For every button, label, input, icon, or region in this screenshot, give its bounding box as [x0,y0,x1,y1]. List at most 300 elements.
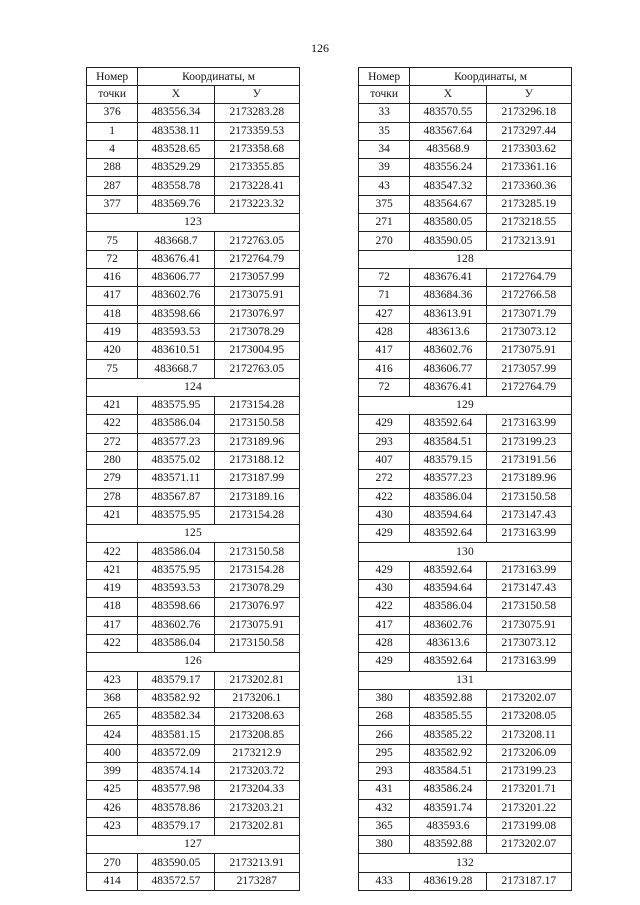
point-number-cell: 272 [87,433,138,451]
x-cell: 483594.64 [410,506,486,524]
x-cell: 483586.04 [138,415,214,433]
table-row [359,214,572,232]
header-coordinates: Координаты, м [410,68,572,86]
point-number-cell: 430 [359,580,410,598]
x-cell: 483586.04 [138,634,214,652]
table-row [87,159,300,177]
table-row [359,470,572,488]
point-number-cell: 75 [87,360,138,378]
table-row [87,415,300,433]
y-cell: 2172763.05 [214,360,299,378]
x-cell: 483575.95 [138,506,214,524]
point-number-cell: 265 [87,708,138,726]
point-number-cell: 426 [87,799,138,817]
y-cell: 2173359.53 [214,122,299,140]
y-cell: 2172763.05 [214,232,299,250]
y-cell: 2173206.1 [214,689,299,707]
y-cell: 2173199.08 [486,817,571,835]
table-row [359,378,572,396]
header-point-number [87,68,138,86]
point-number-cell: 4 [87,140,138,158]
y-cell: 2173189.16 [214,488,299,506]
table-body-left [87,68,300,891]
point-number-cell: 416 [87,268,138,286]
y-cell: 2173208.11 [486,726,571,744]
y-cell: 2173213.91 [486,232,571,250]
y-cell: 2173212.9 [214,744,299,762]
y-cell: 2173150.58 [486,598,571,616]
point-number-cell: 71 [359,287,410,305]
y-cell: 2173189.96 [214,433,299,451]
group-row [87,214,300,232]
x-cell: 483586.04 [410,488,486,506]
point-number-cell: 422 [87,543,138,561]
x-cell: 483567.87 [138,488,214,506]
y-cell: 2173073.12 [486,323,571,341]
y-cell: 2172764.79 [486,268,571,286]
y-cell: 2173199.23 [486,433,571,451]
group-row [87,653,300,671]
header-point-line1: Номер [96,70,129,83]
table-row [87,781,300,799]
point-number-cell: 428 [359,323,410,341]
point-number-cell: 266 [359,726,410,744]
table-row [87,104,300,122]
header-coordinates: Координаты, м [138,68,300,86]
y-cell: 2173078.29 [214,580,299,598]
y-cell: 2173202.81 [214,671,299,689]
group-label: 124 [87,378,300,396]
point-number-cell: 34 [359,140,410,158]
point-number-cell: 270 [359,232,410,250]
x-cell: 483570.55 [410,104,486,122]
x-cell: 483529.29 [138,159,214,177]
point-number-cell: 422 [87,415,138,433]
table-row [87,232,300,250]
y-cell: 2173187.99 [214,470,299,488]
table-row [87,287,300,305]
x-cell: 483528.65 [138,140,214,158]
table-row [87,543,300,561]
x-cell: 483602.76 [410,342,486,360]
x-cell: 483676.41 [410,378,486,396]
x-cell: 483579.15 [410,451,486,469]
point-number-cell: 278 [87,488,138,506]
x-cell: 483592.64 [410,561,486,579]
table-row [87,726,300,744]
table-row [87,506,300,524]
point-number-cell: 417 [87,616,138,634]
y-cell: 2173201.22 [486,799,571,817]
x-cell: 483598.66 [138,598,214,616]
y-cell: 2173303.62 [486,140,571,158]
table-row [359,360,572,378]
group-label: 130 [359,543,572,561]
point-number-cell: 272 [359,470,410,488]
group-label: 125 [87,525,300,543]
x-cell: 483569.76 [138,195,214,213]
table-row [87,598,300,616]
group-row [359,854,572,872]
point-number-cell: 399 [87,762,138,780]
header-row [359,68,572,86]
group-label: 132 [359,854,572,872]
y-cell: 2173361.16 [486,159,571,177]
x-cell: 483578.86 [138,799,214,817]
x-cell: 483606.77 [138,268,214,286]
x-cell: 483590.05 [138,854,214,872]
point-number-cell: 414 [87,872,138,890]
table-row [359,872,572,890]
y-cell: 2172764.79 [214,250,299,268]
x-cell: 483586.24 [410,781,486,799]
point-number-cell: 39 [359,159,410,177]
table-row [87,451,300,469]
y-cell: 2173202.07 [486,689,571,707]
point-number-cell: 43 [359,177,410,195]
group-label: 126 [87,653,300,671]
table-row [359,140,572,158]
x-cell: 483593.53 [138,580,214,598]
header-row-2 [359,86,572,104]
y-cell: 2173075.91 [486,616,571,634]
point-number-cell: 288 [87,159,138,177]
table-row [359,799,572,817]
y-cell: 2173078.29 [214,323,299,341]
y-cell: 2173147.43 [486,580,571,598]
x-cell: 483593.6 [410,817,486,835]
point-number-cell: 420 [87,342,138,360]
table-row [87,708,300,726]
table-row [87,872,300,890]
table-row [359,653,572,671]
table-row [87,689,300,707]
point-number-cell: 423 [87,817,138,835]
table-row [359,433,572,451]
point-number-cell: 421 [87,397,138,415]
point-number-cell: 271 [359,214,410,232]
point-number-cell: 270 [87,854,138,872]
point-number-cell: 287 [87,177,138,195]
table-row [87,762,300,780]
x-cell: 483582.92 [138,689,214,707]
x-cell: 483567.64 [410,122,486,140]
point-number-cell: 72 [87,250,138,268]
x-cell: 483590.05 [410,232,486,250]
y-cell: 2173208.85 [214,726,299,744]
x-cell: 483568.9 [410,140,486,158]
point-number-cell: 424 [87,726,138,744]
y-cell: 2173154.28 [214,561,299,579]
x-cell: 483619.28 [410,872,486,890]
y-cell: 2173223.32 [214,195,299,213]
table-row [359,122,572,140]
point-number-cell: 433 [359,872,410,890]
table-row [359,634,572,652]
table-row [87,634,300,652]
y-cell: 2173208.05 [486,708,571,726]
y-cell: 2173150.58 [486,488,571,506]
point-number-cell: 432 [359,799,410,817]
y-cell: 2173057.99 [486,360,571,378]
header-y: У [214,86,299,104]
y-cell: 2173163.99 [486,525,571,543]
y-cell: 2173154.28 [214,506,299,524]
point-number-cell: 422 [359,598,410,616]
table-row [359,744,572,762]
x-cell: 483571.11 [138,470,214,488]
header-x: X [410,86,486,104]
point-number-cell: 72 [359,378,410,396]
y-cell: 2173297.44 [486,122,571,140]
x-cell: 483668.7 [138,232,214,250]
point-number-cell: 72 [359,268,410,286]
y-cell: 2173202.07 [486,836,571,854]
y-cell: 2173208.63 [214,708,299,726]
x-cell: 483592.88 [410,836,486,854]
point-number-cell: 423 [87,671,138,689]
coordinates-table-left [86,67,300,891]
x-cell: 483574.14 [138,762,214,780]
point-number-cell: 429 [359,561,410,579]
y-cell: 2173287 [214,872,299,890]
y-cell: 2173150.58 [214,415,299,433]
x-cell: 483586.04 [410,598,486,616]
x-cell: 483606.77 [410,360,486,378]
table-row [87,671,300,689]
x-cell: 483593.53 [138,323,214,341]
table-row [359,159,572,177]
point-number-cell: 419 [87,323,138,341]
point-number-cell: 380 [359,689,410,707]
group-label: 131 [359,671,572,689]
x-cell: 483581.15 [138,726,214,744]
table-row [359,342,572,360]
y-cell: 2173203.21 [214,799,299,817]
group-label: 129 [359,397,572,415]
point-number-cell: 422 [87,634,138,652]
point-number-cell: 368 [87,689,138,707]
point-number-cell: 425 [87,781,138,799]
table-row [359,836,572,854]
header-point-number [359,68,410,86]
table-row [87,360,300,378]
point-number-cell: 400 [87,744,138,762]
group-label: 128 [359,250,572,268]
x-cell: 483556.24 [410,159,486,177]
y-cell: 2173150.58 [214,543,299,561]
table-row [359,506,572,524]
point-number-cell: 407 [359,451,410,469]
table-row [359,305,572,323]
table-row [87,744,300,762]
table-row [87,305,300,323]
table-row [359,689,572,707]
x-cell: 483564.67 [410,195,486,213]
x-cell: 483602.76 [138,287,214,305]
y-cell: 2173187.17 [486,872,571,890]
x-cell: 483676.41 [138,250,214,268]
table-row [359,598,572,616]
table-row [87,561,300,579]
table-row [359,817,572,835]
table-row [359,323,572,341]
table-row [87,433,300,451]
group-row [359,671,572,689]
x-cell: 483610.51 [138,342,214,360]
point-number-cell: 279 [87,470,138,488]
group-label: 127 [87,836,300,854]
y-cell: 2173296.18 [486,104,571,122]
x-cell: 483572.57 [138,872,214,890]
header-row [87,68,300,86]
y-cell: 2173150.58 [214,634,299,652]
point-number-cell: 280 [87,451,138,469]
y-cell: 2173360.36 [486,177,571,195]
point-number-cell: 428 [359,634,410,652]
header-x: X [138,86,214,104]
x-cell: 483585.55 [410,708,486,726]
x-cell: 483668.7 [138,360,214,378]
point-number-cell: 427 [359,305,410,323]
header-point-line2: точки [359,86,410,104]
point-number-cell: 418 [87,598,138,616]
x-cell: 483538.11 [138,122,214,140]
point-number-cell: 293 [359,433,410,451]
table-row [359,525,572,543]
table-row [87,470,300,488]
group-row [87,836,300,854]
table-row [87,195,300,213]
x-cell: 483592.64 [410,415,486,433]
x-cell: 483556.34 [138,104,214,122]
table-row [359,104,572,122]
header-y: У [486,86,571,104]
table-row [87,250,300,268]
y-cell: 2172764.79 [486,378,571,396]
y-cell: 2173075.91 [214,616,299,634]
y-cell: 2173204.33 [214,781,299,799]
x-cell: 483579.17 [138,817,214,835]
y-cell: 2173071.79 [486,305,571,323]
y-cell: 2173202.81 [214,817,299,835]
point-number-cell: 35 [359,122,410,140]
x-cell: 483547.32 [410,177,486,195]
point-number-cell: 418 [87,305,138,323]
table-row [87,268,300,286]
y-cell: 2173358.68 [214,140,299,158]
y-cell: 2172766.58 [486,287,571,305]
x-cell: 483592.64 [410,525,486,543]
table-row [359,287,572,305]
y-cell: 2173355.85 [214,159,299,177]
x-cell: 483584.51 [410,433,486,451]
point-number-cell: 417 [359,616,410,634]
x-cell: 483585.22 [410,726,486,744]
y-cell: 2173004.95 [214,342,299,360]
x-cell: 483586.04 [138,543,214,561]
x-cell: 483594.64 [410,580,486,598]
y-cell: 2173285.19 [486,195,571,213]
table-row [87,342,300,360]
point-number-cell: 429 [359,653,410,671]
x-cell: 483580.05 [410,214,486,232]
y-cell: 2173147.43 [486,506,571,524]
x-cell: 483613.91 [410,305,486,323]
table-row [359,488,572,506]
y-cell: 2173163.99 [486,561,571,579]
table-row [87,323,300,341]
x-cell: 483592.88 [410,689,486,707]
x-cell: 483558.78 [138,177,214,195]
point-number-cell: 375 [359,195,410,213]
x-cell: 483602.76 [138,616,214,634]
table-row [87,140,300,158]
table-row [87,177,300,195]
y-cell: 2173076.97 [214,305,299,323]
point-number-cell: 419 [87,580,138,598]
table-row [87,817,300,835]
point-number-cell: 429 [359,525,410,543]
x-cell: 483582.34 [138,708,214,726]
table-row [359,726,572,744]
table-row [359,177,572,195]
table-row [359,195,572,213]
x-cell: 483577.98 [138,781,214,799]
point-number-cell: 75 [87,232,138,250]
x-cell: 483575.95 [138,561,214,579]
point-number-cell: 431 [359,781,410,799]
y-cell: 2173073.12 [486,634,571,652]
x-cell: 483676.41 [410,268,486,286]
y-cell: 2173218.55 [486,214,571,232]
y-cell: 2173163.99 [486,415,571,433]
y-cell: 2173203.72 [214,762,299,780]
point-number-cell: 430 [359,506,410,524]
x-cell: 483577.23 [410,470,486,488]
point-number-cell: 421 [87,561,138,579]
table-row [87,854,300,872]
point-number-cell: 377 [87,195,138,213]
table-row [359,232,572,250]
point-number-cell: 421 [87,506,138,524]
group-row [359,543,572,561]
point-number-cell: 293 [359,762,410,780]
y-cell: 2173163.99 [486,653,571,671]
table-row [359,580,572,598]
x-cell: 483613.6 [410,634,486,652]
table-row [87,122,300,140]
group-row [87,378,300,396]
point-number-cell: 1 [87,122,138,140]
table-row [87,397,300,415]
x-cell: 483579.17 [138,671,214,689]
y-cell: 2173199.23 [486,762,571,780]
x-cell: 483602.76 [410,616,486,634]
point-number-cell: 422 [359,488,410,506]
table-row [87,580,300,598]
table-row [359,708,572,726]
header-point-line2: точки [87,86,138,104]
point-number-cell: 33 [359,104,410,122]
y-cell: 2173057.99 [214,268,299,286]
point-number-cell: 268 [359,708,410,726]
y-cell: 2173076.97 [214,598,299,616]
y-cell: 2173154.28 [214,397,299,415]
x-cell: 483684.36 [410,287,486,305]
x-cell: 483572.09 [138,744,214,762]
y-cell: 2173189.96 [486,470,571,488]
